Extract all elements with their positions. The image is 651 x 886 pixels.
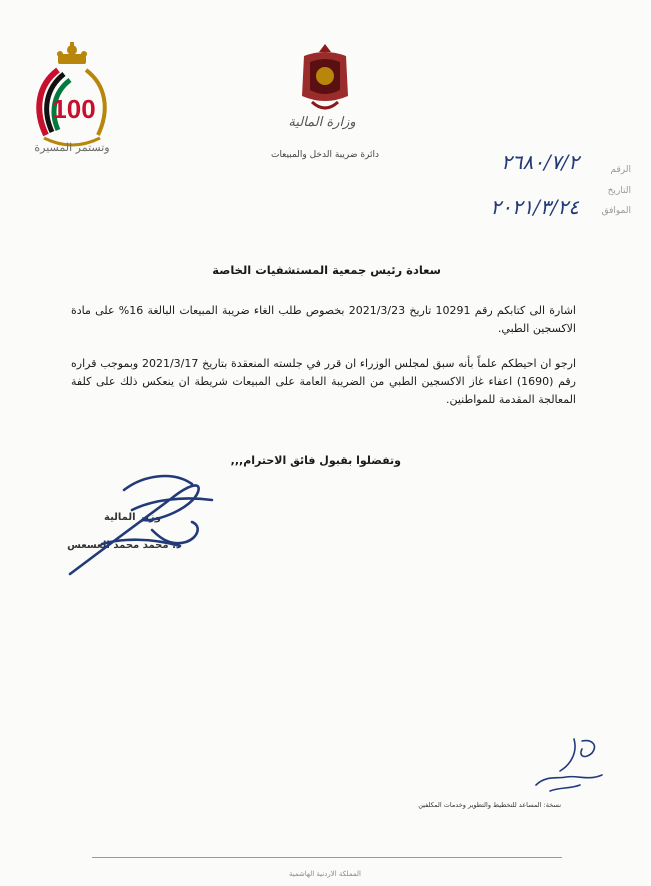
letter-paragraph-2: ارجو ان احيطكم علماً بأنه سبق لمجلس الوزراء ان قرر في جلسته المنعقدة بتاريخ 2021/3/17 وبموجب قراره رقم (1690) اعفاء غاز الاكسجين الطبي من الضريبة العامة على المبيعات شريطة ان ينعكس ذلك على كلفة المعالجة المقدمة للمواطنين.: [71, 357, 577, 406]
initials-signature: [530, 735, 610, 795]
ministry-emblem: [296, 42, 354, 116]
ministry-name: وزارة المالية: [288, 115, 356, 130]
letter-paragraph-1: اشارة الى كتابكم رقم 10291 تاريخ 2021/3/23 بخصوص طلب الغاء ضريبة المبيعات البالغة 16% على مادة الاكسجين الطبي.: [71, 304, 576, 335]
footer-text: المملكة الاردنية الهاشمية: [288, 870, 362, 878]
signatory-name: د. محمد محمد العسعس: [67, 540, 181, 551]
recipient-line: سعادة رئيس جمعية المستشفيات الخاصة: [212, 263, 441, 277]
footer-divider: [92, 857, 562, 858]
reference-hijri-label: الموافق: [601, 206, 631, 216]
handwritten-signature: [62, 470, 222, 580]
reference-number-label: الرقم: [610, 165, 631, 175]
letter-closing: وتفضلوا بقبول فائق الاحترام,,,: [230, 454, 401, 467]
copy-to-line: نسخة: المساعد للتخطيط والتطوير وخدمات المكلفين: [418, 801, 561, 809]
reference-number-value: ٢٦٨٠/٧/٢: [501, 150, 579, 174]
centenary-number: 100: [52, 94, 96, 124]
department-name: دائرة ضريبة الدخل والمبيعات: [270, 150, 380, 160]
reference-date-value: ٢٠٢١/٣/٢٤: [490, 195, 579, 219]
signatory-title: وزير المالية: [104, 512, 161, 523]
reference-date-label: التاريخ: [607, 186, 631, 196]
centenary-caption: وتستمر المسيرة: [34, 141, 110, 154]
